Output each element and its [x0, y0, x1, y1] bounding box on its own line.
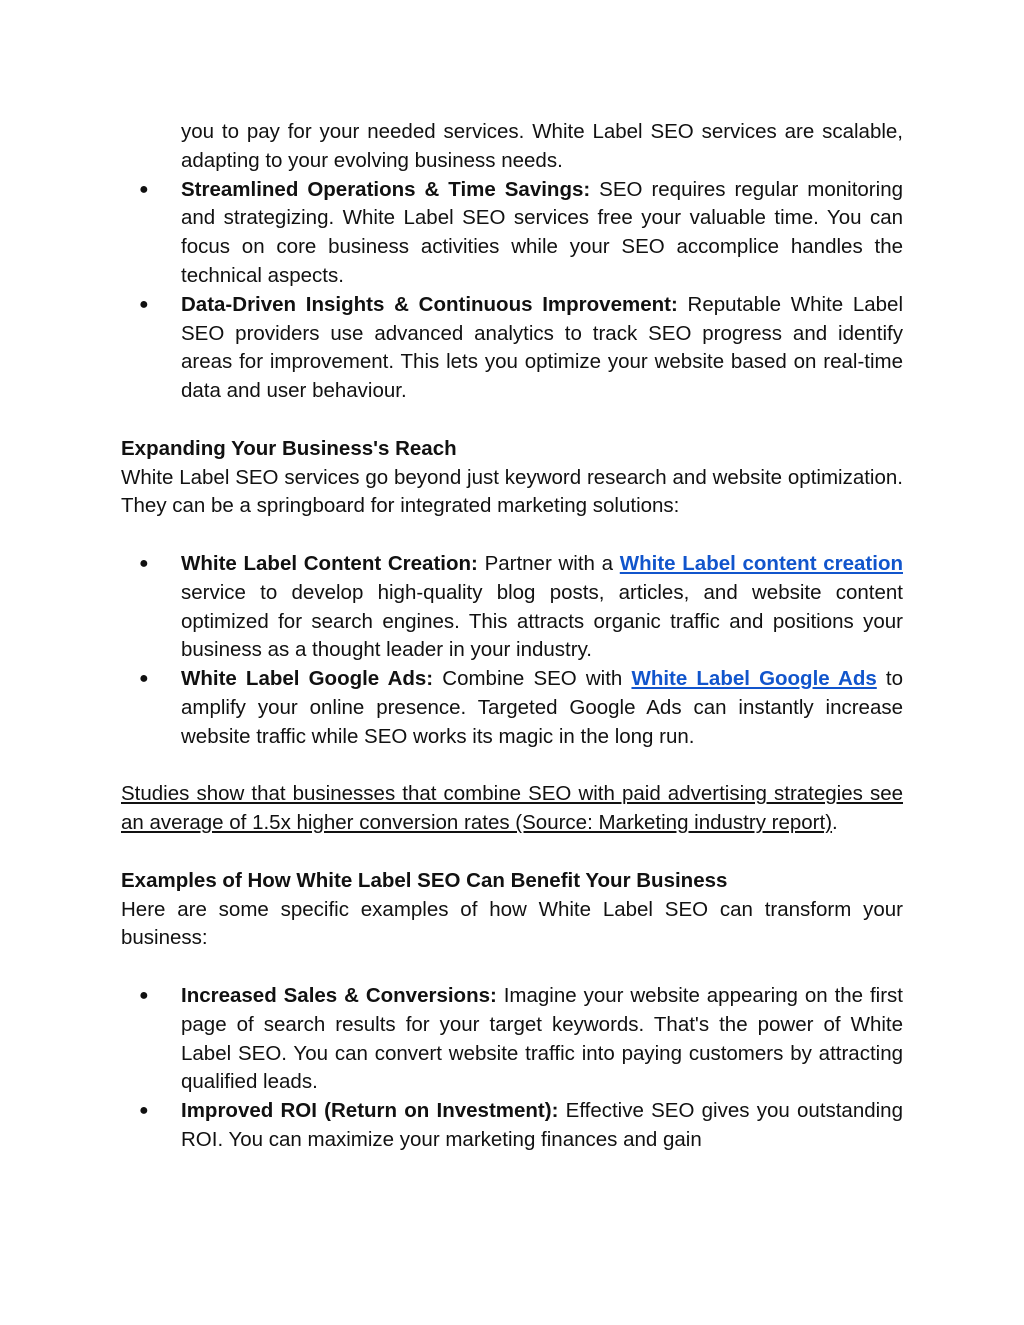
list-item-text: Partner with a — [477, 551, 620, 575]
examples-bullet-list — [121, 982, 903, 1155]
list-item — [121, 982, 903, 1097]
bullet-icon: ● — [139, 670, 149, 688]
study-citation: Studies show that businesses that combine SEO with paid advertising strategies see an average of 1.5x higher conversion rates (Source: Marketing industry report) — [121, 782, 903, 835]
bullet-icon: ● — [139, 1102, 149, 1120]
list-item-text: Reputable White Label SEO providers use advanced analytics to track SEO progress and identify areas for improvement. This lets you optimize your website based on real-time data and user behaviour. — [181, 292, 904, 403]
study-end: . — [832, 811, 838, 835]
bullet-icon: ● — [139, 180, 149, 198]
list-item-text: service to develop high-quality blog posts, articles, and website content optimized for search engines. This attracts organic traffic and positions your business as a thought leader in your industry. — [181, 580, 903, 662]
list-item-title: Improved ROI (Return on Investment): — [181, 1099, 559, 1123]
reach-bullet-list — [121, 550, 903, 752]
list-item — [121, 176, 903, 291]
list-item-text: Combine SEO with — [433, 667, 632, 691]
list-item-title: Increased Sales & Conversions: — [181, 983, 497, 1007]
bullet-icon: ● — [139, 986, 149, 1004]
list-item-title: Streamlined Operations & Time Savings: — [181, 177, 591, 201]
list-item-text: to amplify your online presence. Targeted Google Ads can instantly increase website traffic while SEO works its magic in the long run. — [181, 667, 904, 748]
content-creation-link[interactable]: White Label content creation — [619, 551, 903, 575]
bullet-icon: ● — [139, 554, 149, 572]
list-item — [121, 291, 903, 406]
list-item-text: SEO requires regular monitoring and strategizing. White Label SEO services free your valuable time. You can focus on core business activities while your SEO accomplice handles the technical aspects. — [181, 177, 903, 287]
study-paragraph — [121, 780, 903, 838]
section-heading-reach: Expanding Your Business's Reach — [121, 436, 457, 460]
google-ads-link[interactable]: White Label Google Ads — [631, 667, 877, 691]
section-body-examples: Here are some specific examples of how White Label SEO can transform your business: — [121, 897, 903, 950]
list-item — [121, 1097, 903, 1155]
list-item-title: Data-Driven Insights & Continuous Improvement: — [181, 292, 678, 316]
section-heading-examples: Examples of How White Label SEO Can Benefit Your Business — [121, 868, 728, 892]
list-item-title: White Label Google Ads: — [181, 667, 434, 691]
section-body-reach: White Label SEO services go beyond just keyword research and website optimization. They can be a springboard for integrated marketing solutions: — [121, 465, 903, 518]
list-item-text: Imagine your website appearing on the first page of search results for your target keywords. That's the power of White Label SEO. You can convert website traffic into paying customers by attracting qualified leads. — [181, 983, 904, 1094]
list-item — [121, 665, 903, 751]
document-page — [121, 118, 903, 1155]
list-item — [121, 550, 903, 665]
list-item-title: White Label Content Creation: — [181, 551, 478, 575]
intro-continuation: you to pay for your needed services. White Label SEO services are scalable, adapting to your evolving business needs. — [181, 120, 903, 172]
list-item-text: Effective SEO gives you outstanding ROI. You can maximize your marketing finances and gain — [181, 1099, 903, 1151]
bullet-icon: ● — [139, 295, 149, 313]
top-bullet-list — [121, 176, 903, 406]
